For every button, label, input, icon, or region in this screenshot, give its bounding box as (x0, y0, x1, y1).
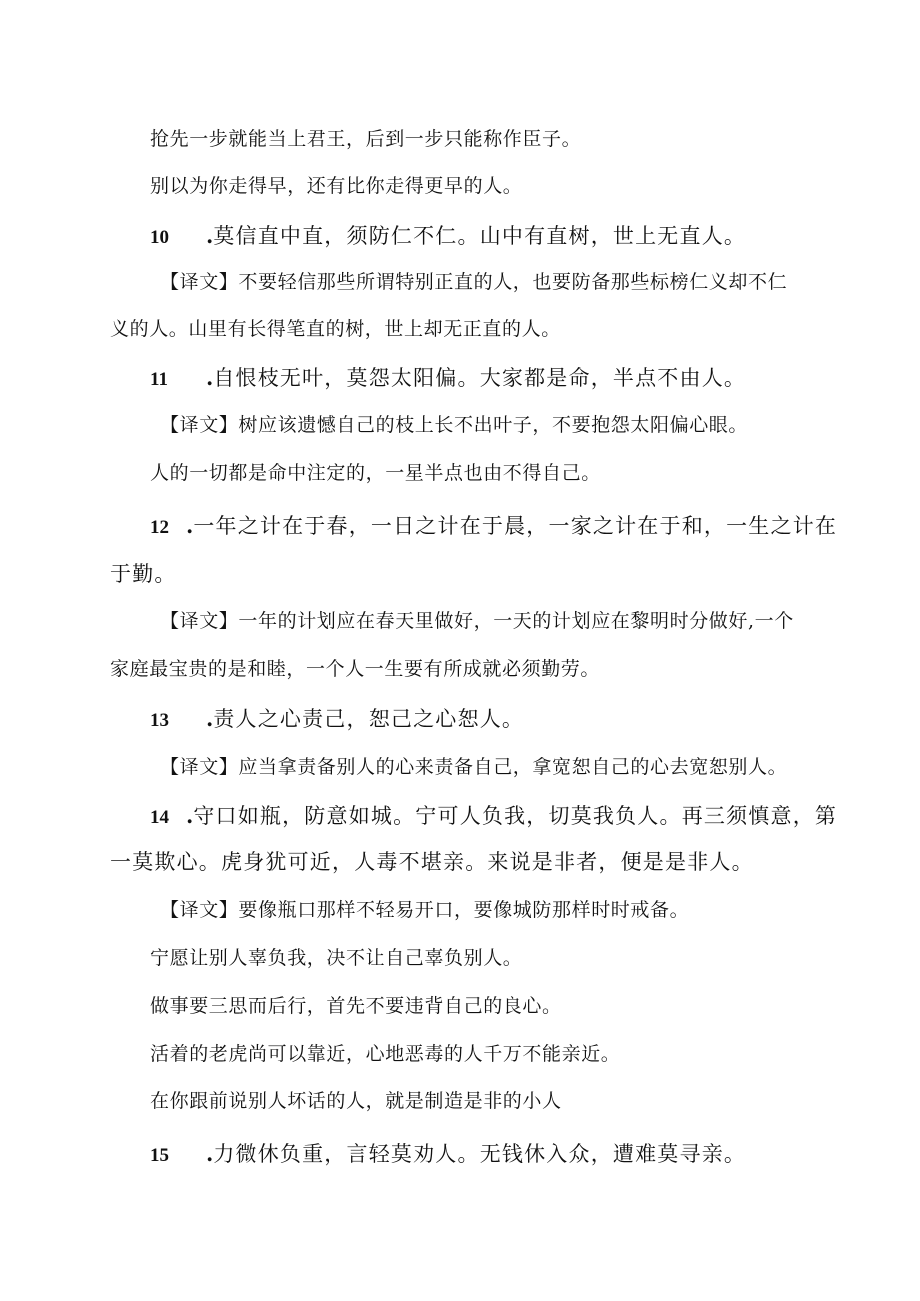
text-line: 宁愿让别人辜负我，决不让自己辜负别人。 (150, 947, 523, 969)
translation-line: 【译文】要像瓶口那样不轻易开口，要像城防那样时时戒备。 (160, 899, 690, 921)
entry-dot: . (186, 803, 194, 828)
proverb-entry (150, 515, 837, 537)
text-line: 活着的老虎尚可以靠近，心地恶毒的人千万不能亲近。 (150, 1043, 621, 1065)
entry-text: 莫信直中直，须防仁不仁。山中有直树，世上无直人。 (213, 224, 747, 248)
entry-number: 15 (150, 1145, 169, 1166)
entry-number: 12 (150, 517, 169, 538)
entry-dot: . (186, 513, 194, 538)
proverb-entry (150, 805, 837, 827)
entry-number: 14 (150, 807, 169, 828)
entry-dot: . (206, 706, 214, 731)
translation-line: 【译文】树应该遗憾自己的枝上长不出叶子，不要抱怨太阳偏心眼。 (160, 414, 749, 436)
entry-text: 责人之心责己，恕己之心恕人。 (213, 707, 525, 731)
text-line: 义的人。山里有长得笔直的树，世上却无正直的人。 (110, 318, 561, 340)
proverb-entry (150, 708, 524, 730)
entry-number: 11 (150, 369, 168, 390)
entry-dot: . (206, 365, 214, 390)
text-line: 在你跟前说别人坏话的人，就是制造是非的小人 (150, 1090, 562, 1112)
entry-dot: . (206, 1141, 214, 1166)
text-line: 人的一切都是命中注定的，一星半点也由不得自己。 (150, 462, 601, 484)
proverb-entry (150, 1143, 746, 1165)
text-line: 家庭最宝贵的是和睦，一个人一生要有所成就必须勤劳。 (110, 658, 601, 680)
text-line: 一莫欺心。虎身犹可近，人毒不堪亲。来说是非者，便是是非人。 (110, 850, 754, 874)
proverb-entry (150, 367, 746, 389)
text-line: 做事要三思而后行，首先不要违背自己的良心。 (150, 995, 562, 1017)
proverb-entry (150, 225, 746, 247)
translation-line: 【译文】不要轻信那些所谓特别正直的人，也要防备那些标榜仁义却不仁 (160, 271, 788, 293)
text-line: 抢先一步就能当上君王，后到一步只能称作臣子。 (150, 128, 582, 150)
text-line: 别以为你走得早，还有比你走得更早的人。 (150, 175, 523, 197)
translation-line: 【译文】一年的计划应在春天里做好，一天的计划应在黎明时分做好,一个 (160, 610, 794, 632)
text-line: 于勤。 (110, 562, 177, 586)
entry-number: 10 (150, 227, 169, 248)
entry-text: 守口如瓶，防意如城。宁可人负我，切莫我负人。再三须慎意，第 (193, 804, 838, 828)
entry-text: 力微休负重，言轻莫劝人。无钱休入众，遭难莫寻亲。 (213, 1142, 747, 1166)
entry-dot: . (206, 223, 214, 248)
entry-text: 一年之计在于春，一日之计在于晨，一家之计在于和，一生之计在 (193, 514, 838, 538)
entry-text: 自恨枝无叶，莫怨太阳偏。大家都是命，半点不由人。 (213, 366, 747, 390)
translation-line: 【译文】应当拿责备别人的心来责备自己，拿宽恕自己的心去宽恕别人。 (160, 756, 788, 778)
entry-number: 13 (150, 710, 169, 731)
